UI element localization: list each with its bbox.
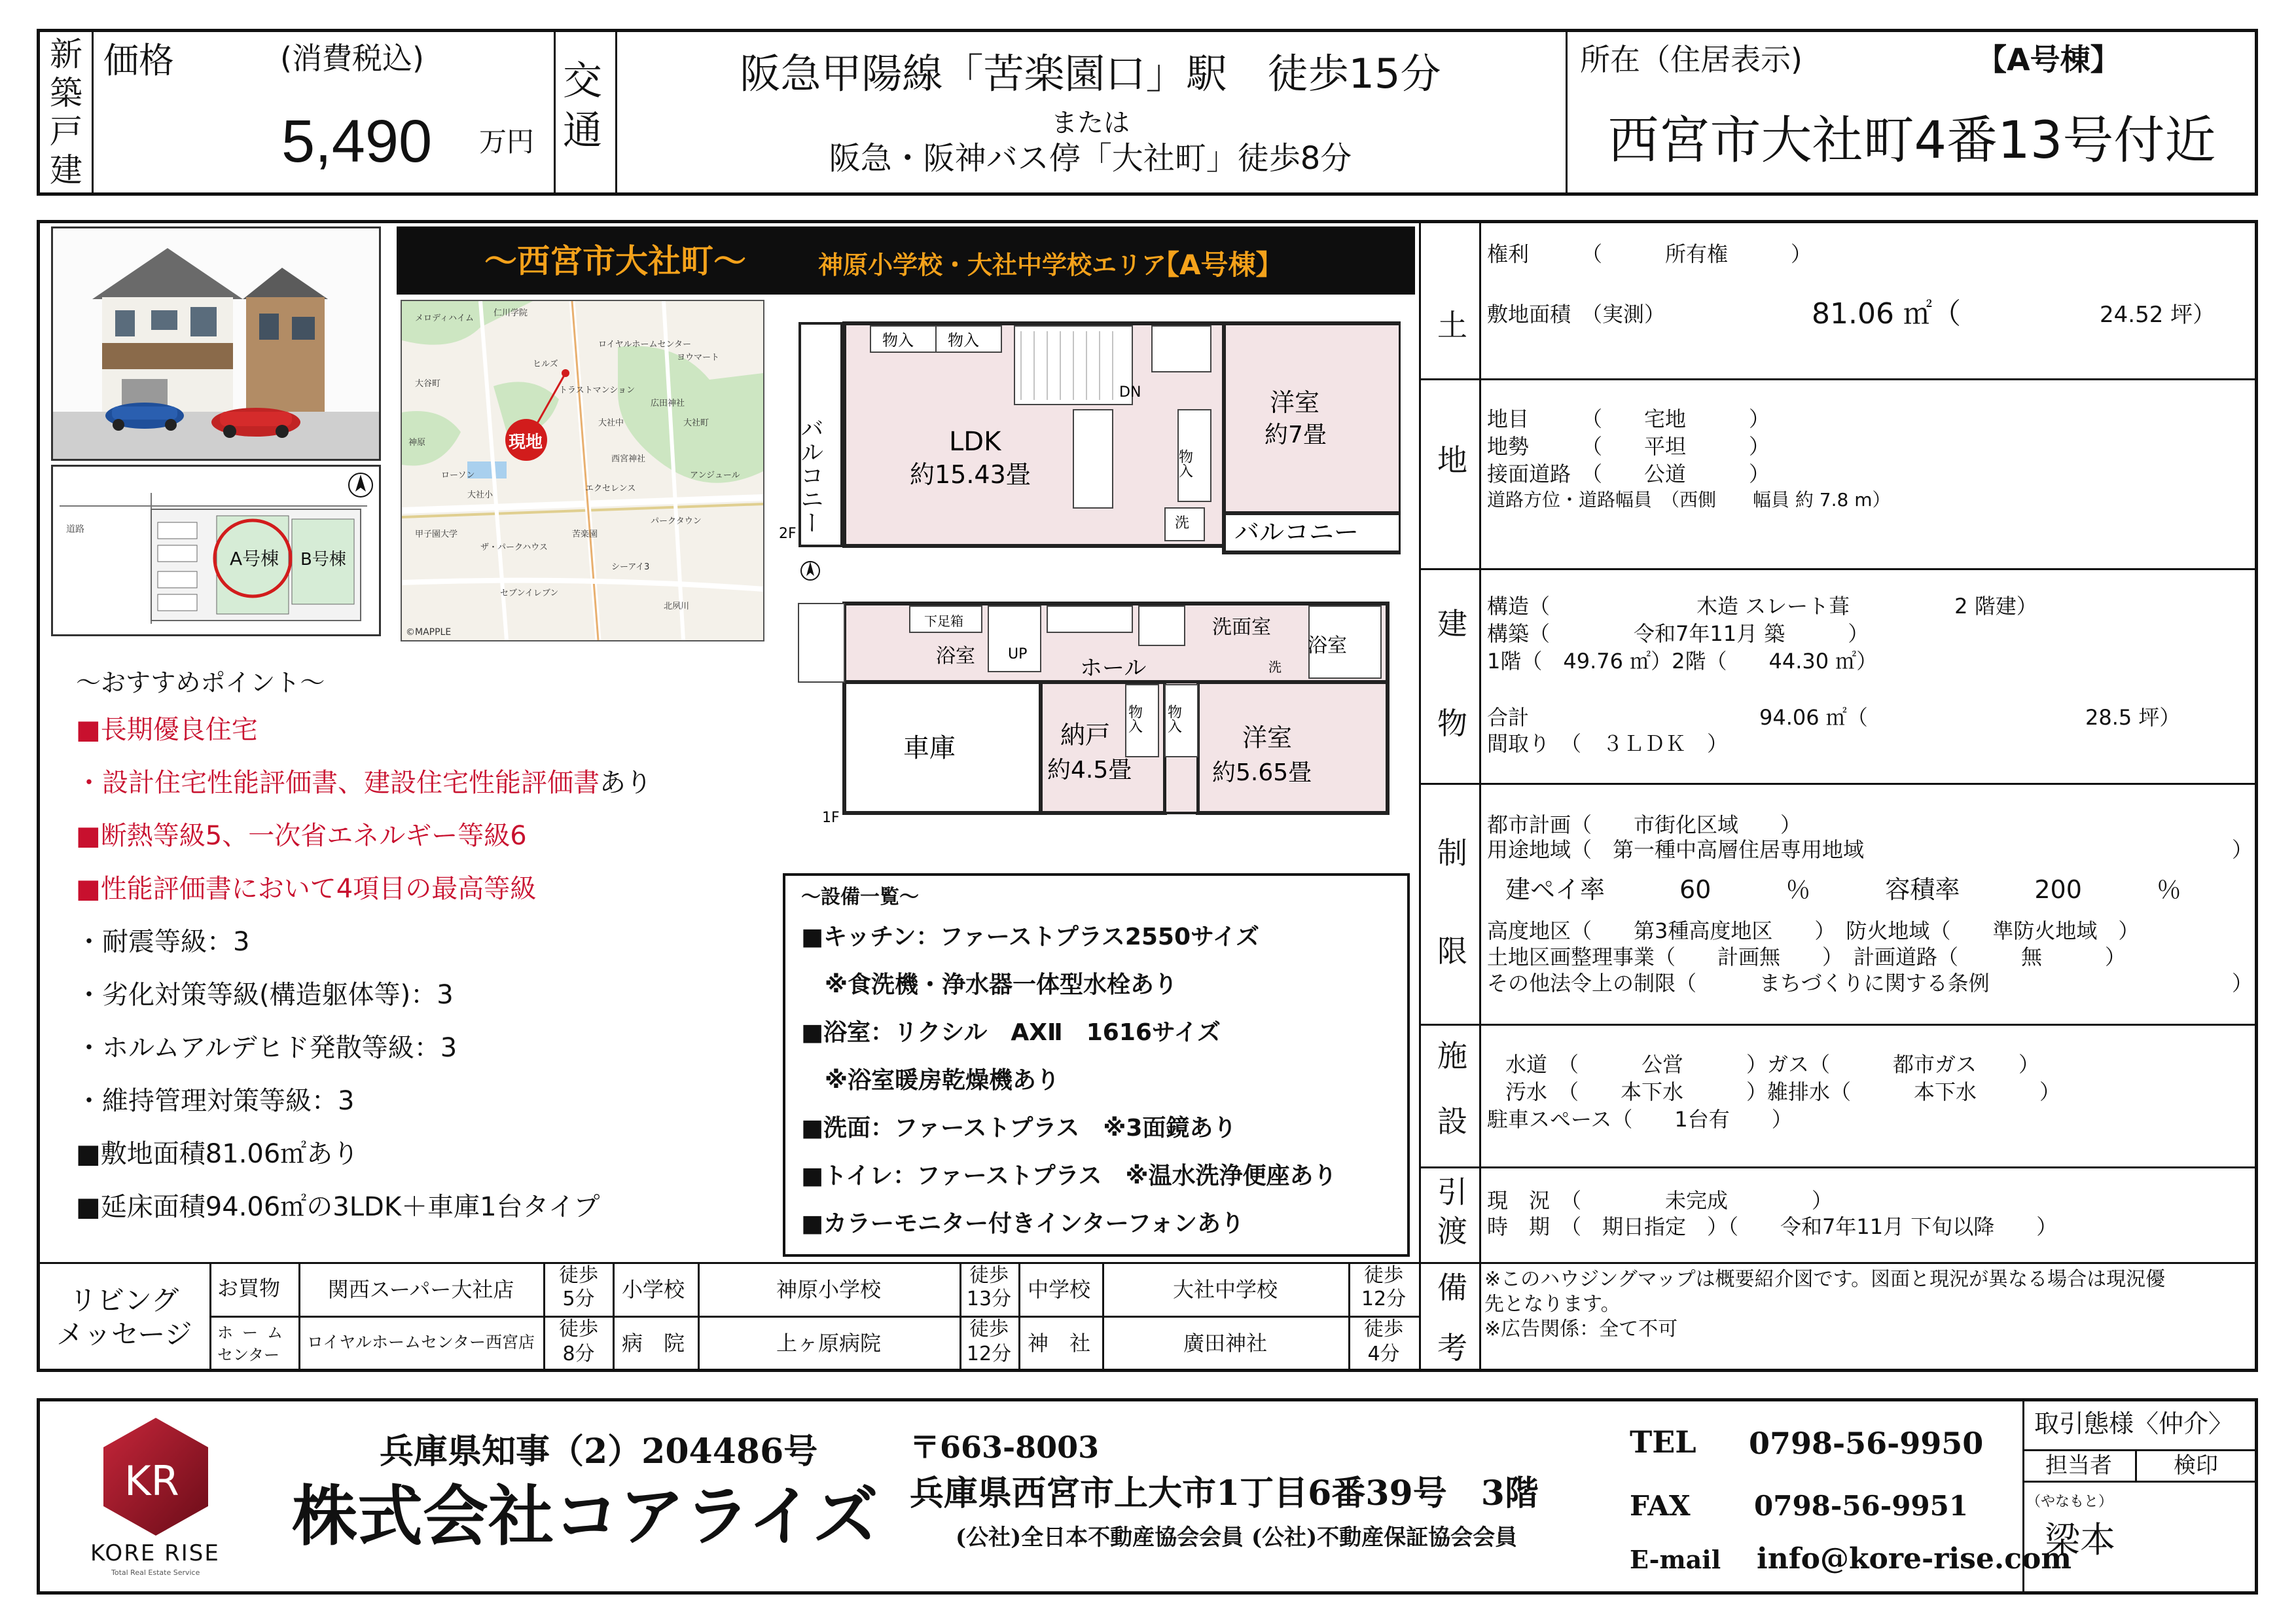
living-label-2: メッセージ (56, 1318, 192, 1350)
shrine-min: 4分 (1367, 1343, 1400, 1365)
map-place-label: エクセレンス (585, 484, 636, 494)
equipment-item: ■浴室：リクシル AXⅡ 1616サイズ (801, 1019, 1221, 1046)
limit-label-2: 限 (1437, 933, 1467, 969)
map-place-label: ザ・パークハウス (480, 543, 548, 552)
area-map (401, 300, 764, 641)
map-place-label: ヒルズ (533, 359, 558, 369)
location-label: 所在（住居表示) (1580, 42, 1803, 77)
spec-city-plan: 都市計画（ 市街化区域 ） (1487, 812, 1802, 837)
spec-land-area-label: 敷地面積 （実測） (1487, 302, 1666, 327)
bldg-label-1: 建 (1437, 606, 1467, 641)
fax-value: 0798-56-9951 (1754, 1490, 1969, 1522)
spec-road: 接面道路 （ 公道 ） (1487, 461, 1770, 486)
spec-rights: 権利 （ 所有権 ） (1487, 242, 1812, 266)
map-place-label: ローソン (441, 471, 475, 480)
hospital-label: 病 院 (622, 1331, 685, 1356)
map-place-label: 神原 (408, 438, 426, 448)
points-list (76, 716, 770, 1246)
company-postal: 〒663-8003 (910, 1430, 1100, 1465)
hall-label: ホール (1080, 655, 1147, 681)
shopping-walk: 徒歩 (559, 1264, 598, 1287)
spec-land-tsubo: 24.52 坪） (2100, 302, 2215, 328)
tax-label: (消費税込) (280, 41, 424, 76)
point-text: ■延床面積94.06㎡の3LDK＋車庫1台タイプ (76, 1192, 600, 1222)
map-place-label: 大谷町 (415, 379, 441, 389)
point-text: ■敷地面積81.06㎡あり (76, 1139, 359, 1169)
spec-status: 現 況 （ 未完成 ） (1487, 1188, 1833, 1213)
shrine-walk: 徒歩 (1364, 1318, 1403, 1341)
or-text: または (1051, 108, 1130, 138)
price-unit: 万円 (479, 126, 535, 158)
spec-land-readjust: 土地区画整理事業（ 計画無 ） 計画道路（ 無 ） (1487, 945, 2126, 969)
map-place-label: 大社小 (467, 490, 493, 500)
company-address: 兵庫県西宮市上大市1丁目6番39号 3階 (910, 1473, 1539, 1513)
facility-label-2: 設 (1437, 1104, 1467, 1139)
hospital-name: 上ヶ原病院 (776, 1331, 881, 1356)
company-association: (公社)全日本不動産協会会員 (公社)不動産保証協会会員 (956, 1525, 1518, 1551)
map-place-label: 広田神社 (651, 399, 685, 408)
western1-size: 約7畳 (1265, 422, 1327, 448)
staff-name: 梁本 (2045, 1519, 2115, 1561)
washroom-label: 洗面室 (1212, 616, 1271, 639)
garage-label: 車庫 (903, 733, 956, 763)
point-text: ・劣化対策等級(構造躯体等)：3 (76, 980, 454, 1010)
shopping-name: 関西スーパー大社店 (327, 1277, 514, 1302)
spec-height-zone: 高度地区（ 第3種高度地区 ） 防火地域（ 準防火地域 ） (1487, 918, 2140, 943)
shrine-label: 神 社 (1028, 1331, 1091, 1356)
map-publisher: ©MAPPLE (406, 627, 452, 638)
tel-label: TEL (1630, 1424, 1696, 1460)
equipment-item: ※食洗機・浄水器一体型水栓あり (801, 971, 1177, 998)
delivery-label-1: 引 (1437, 1174, 1467, 1210)
point-item (76, 1193, 770, 1246)
spec-use-zone: 用途地域（ 第一種中高層住居専用地域 (1487, 837, 1865, 862)
spec-total: 合計 94.06 ㎡（ (1487, 705, 1868, 730)
map-place-label: セブンイレブン (500, 588, 559, 598)
storage-label-1: 物入 (882, 331, 914, 350)
bath-label-1: 浴室 (936, 645, 975, 668)
logo-letters: KR (124, 1457, 179, 1505)
point-text: ・維持管理対策等級：3 (76, 1086, 355, 1116)
map-place-label: 大社中 (598, 418, 624, 428)
site-plan (51, 465, 381, 636)
balcony-vertical-label: バルコニー (797, 416, 824, 534)
bldg-label-2: 物 (1437, 706, 1467, 741)
spec-road-dir: 道路方位・道路幅員 （西側 幅員 約 7.8 m） (1487, 489, 1891, 511)
property-kind: 新築戸建 (50, 35, 82, 189)
elementary-label: 小学校 (622, 1277, 685, 1302)
homecenter-name: ロイヤルホームセンター西宮店 (306, 1333, 535, 1352)
hospital-min: 12分 (966, 1343, 1012, 1365)
road-label: 道路 (66, 524, 84, 535)
elementary-walk: 徒歩 (969, 1264, 1009, 1287)
traffic-label: 交通 (563, 58, 602, 154)
current-location-label: 現地 (509, 433, 543, 452)
spec-built: 構築（ 令和7年11月 築 ） (1487, 621, 1869, 646)
points-title: ～おすすめポイント～ (76, 668, 325, 697)
living-label-1: リビング (69, 1284, 179, 1316)
spec-land-area: 81.06 ㎡（ (1812, 297, 1961, 331)
western2-size: 約5.65畳 (1212, 759, 1312, 786)
lot-b-label: B号棟 (300, 550, 346, 569)
spec-use-zone-end: ） (2232, 837, 2253, 862)
equipment-item: ■カラーモニター付きインターフォンあり (801, 1210, 1244, 1237)
tel-value: 0798-56-9950 (1749, 1426, 1984, 1461)
map-place-label: パークタウン (651, 516, 702, 526)
homecenter-walk: 徒歩 (559, 1318, 598, 1341)
house-photo (51, 226, 381, 461)
under-stairs-label: 下足箱 (924, 613, 963, 629)
equipment-item: ■洗面：ファーストプラス ※3面鏡あり (801, 1115, 1237, 1142)
banner-area: 神原小学校・大社中学校エリア (818, 251, 1167, 280)
spec-timing: 時 期 （ 期日指定 ）（ 令和7年11月 下旬以降 ） (1487, 1214, 2058, 1239)
bus-line: 阪急・阪神バス停「大社町」徒歩8分 (829, 140, 1352, 177)
spec-other-limit-end: ） (2232, 971, 2253, 996)
point-text: ■性能評価書において4項目の最高等級 (76, 874, 537, 904)
wash-small-label: 洗 (1175, 515, 1190, 532)
point-text: ■断熱等級5、一次省エネルギー等級6 (76, 821, 527, 851)
point-text: ■長期優良住宅 (76, 715, 258, 745)
western2-label: 洋室 (1242, 723, 1293, 752)
spec-sewage: 汚水 （ 本下水 ）雑排水（ 本下水 ） (1505, 1079, 2061, 1104)
point-item (76, 981, 770, 1034)
email-link[interactable]: info@kore-rise.com (1757, 1542, 2072, 1576)
company-logo (77, 1411, 234, 1581)
elementary-name: 神原小学校 (776, 1277, 881, 1302)
point-item (76, 769, 770, 822)
spec-water: 水道 （ 公営 ）ガス（ 都市ガス ） (1505, 1052, 2040, 1077)
lot-a-label: A号棟 (230, 548, 279, 569)
map-place-label: 苦楽園 (572, 530, 598, 539)
staff-label: 担当者 (2045, 1453, 2112, 1479)
map-place-label: ヨウマート (677, 353, 720, 363)
banner-tag: 【A号棟】 (1152, 249, 1283, 281)
spec-layout: 間取り （ ３ＬＤＫ ） (1487, 731, 1729, 756)
spec-coverage: 建ペイ率 60 ％ 容積率 200 ％ (1505, 875, 2181, 904)
spec-chimoku: 地目 （ 宅地 ） (1487, 406, 1770, 431)
wash-small-label-2: 洗 (1268, 659, 1282, 675)
elementary-min: 13分 (966, 1288, 1012, 1310)
point-item (76, 1034, 770, 1087)
ldk-size: 約15.43畳 (910, 460, 1031, 489)
point-item (76, 822, 770, 875)
equipment-title: ～設備一覧～ (801, 886, 919, 909)
station-line: 阪急甲陽線「苦楽園口」駅 徒歩15分 (740, 50, 1441, 98)
point-text: ・設計住宅性能評価書、建設住宅性能評価書 (76, 768, 600, 798)
map-place-label: アンジュール (690, 471, 740, 480)
point-item (76, 875, 770, 928)
map-place-label: 甲子園大学 (415, 530, 458, 539)
deal-type: 取引態様〈仲介〉 (2034, 1409, 2234, 1438)
storage-label-3: 物入 (1176, 449, 1193, 478)
price-value: 5,490 (281, 108, 433, 175)
equipment-item: ■キッチン：ファーストプラス2550サイズ (801, 924, 1260, 950)
shopping-label: お買物 (217, 1276, 281, 1301)
email-label: E-mail (1630, 1545, 1721, 1574)
storage-label-4: 物入 (1126, 704, 1143, 733)
spec-remark-1: ※このハウジングマップは概要紹介図です。図面と現況が異なる場合は現況優 (1484, 1268, 2166, 1291)
junior-label: 中学校 (1028, 1277, 1091, 1302)
point-item (76, 1087, 770, 1140)
hospital-walk: 徒歩 (969, 1318, 1009, 1341)
point-text: ・ホルムアルデヒド発散等級：3 (76, 1033, 457, 1063)
junior-name: 大社中学校 (1172, 1277, 1278, 1302)
spec-parking: 駐車スペース（ 1台有 ） (1487, 1107, 1793, 1132)
shopping-min: 5分 (562, 1288, 595, 1310)
spec-chisei: 地勢 （ 平坦 ） (1487, 434, 1770, 459)
map-place-label: ロイヤルホームセンター (598, 340, 691, 350)
logo-sub: Total Real Estate Service (111, 1568, 200, 1577)
point-text: ・耐震等級：3 (76, 927, 250, 957)
floor-1-label: 1F (822, 810, 840, 826)
spec-other-limit: その他法令上の制限（ まちづくりに関する条例 (1487, 971, 1990, 996)
spec-remark-2: 先となります。 (1484, 1293, 1621, 1316)
bath-label-2: 浴室 (1308, 634, 1347, 657)
point-suffix: あり (600, 768, 652, 798)
shrine-name: 廣田神社 (1183, 1331, 1267, 1356)
closet-label: 納戸 (1060, 721, 1111, 749)
map-place-label: 大社町 (683, 418, 709, 428)
junior-walk: 徒歩 (1364, 1264, 1403, 1287)
western1-label: 洋室 (1270, 388, 1320, 417)
logo-name: KORE RISE (90, 1540, 220, 1566)
company-name: 株式会社コアライズ (292, 1477, 878, 1555)
junior-min: 12分 (1361, 1288, 1407, 1310)
price-label: 価格 (103, 40, 174, 81)
land-label-2: 地 (1437, 442, 1467, 478)
point-item (76, 716, 770, 769)
homecenter-label: ホーム (217, 1324, 292, 1342)
equipment-list (801, 924, 1403, 1259)
balcony-label: バルコニー (1234, 518, 1359, 547)
delivery-label-2: 渡 (1437, 1214, 1467, 1249)
closet-size: 約4.5畳 (1047, 757, 1132, 784)
map-place-label: 北夙川 (664, 602, 690, 611)
homecenter-min: 8分 (562, 1343, 595, 1365)
company-license: 兵庫県知事（2）204486号 (380, 1432, 818, 1471)
equipment-item: ※浴室暖房乾燥機あり (801, 1067, 1060, 1094)
address: 西宮市大社町4番13号付近 (1607, 111, 2216, 170)
spec-floors: 1階（ 49.76 ㎡）2階（ 44.30 ㎡） (1487, 649, 1878, 674)
homecenter-label-2: センター (217, 1346, 280, 1364)
up-label: UP (1008, 646, 1028, 662)
map-place-label: トラストマンション (559, 386, 636, 395)
point-item (76, 928, 770, 981)
facility-label-1: 施 (1437, 1038, 1467, 1074)
map-place-label: シーアイ3 (611, 562, 650, 572)
staff-kana: （やなもと） (2026, 1494, 2113, 1510)
map-place-label: 西宮神社 (611, 454, 646, 464)
point-item (76, 1140, 770, 1193)
building-tag: 【A号棟】 (1977, 42, 2121, 77)
storage-label-2: 物入 (948, 331, 979, 350)
map-place-label: 仁川学院 (493, 308, 528, 318)
spec-total-tsubo: 28.5 坪） (2085, 705, 2181, 730)
floor-plan (772, 312, 1401, 855)
land-label-1: 土 (1437, 308, 1467, 343)
limit-label-1: 制 (1437, 835, 1467, 871)
seal-label: 検印 (2174, 1453, 2218, 1479)
fax-label: FAX (1630, 1490, 1691, 1522)
dn-label: DN (1119, 384, 1141, 401)
floor-2-label: 2F (779, 526, 797, 542)
ldk-label: LDK (949, 427, 1001, 457)
map-place-label: メロディハイム (415, 314, 474, 323)
remarks-label-2: 考 (1437, 1330, 1467, 1365)
spec-structure: 構造（ 木造 スレート葺 2 階建） (1487, 594, 2037, 619)
storage-label-5: 物入 (1165, 704, 1182, 733)
remarks-label-1: 備 (1437, 1270, 1467, 1305)
spec-remark-3: ※広告関係：全て不可 (1484, 1318, 1678, 1341)
banner-title: ～西宮市大社町～ (484, 242, 746, 280)
equipment-item: ■トイレ：ファーストプラス ※温水洗浄便座あり (801, 1163, 1337, 1189)
